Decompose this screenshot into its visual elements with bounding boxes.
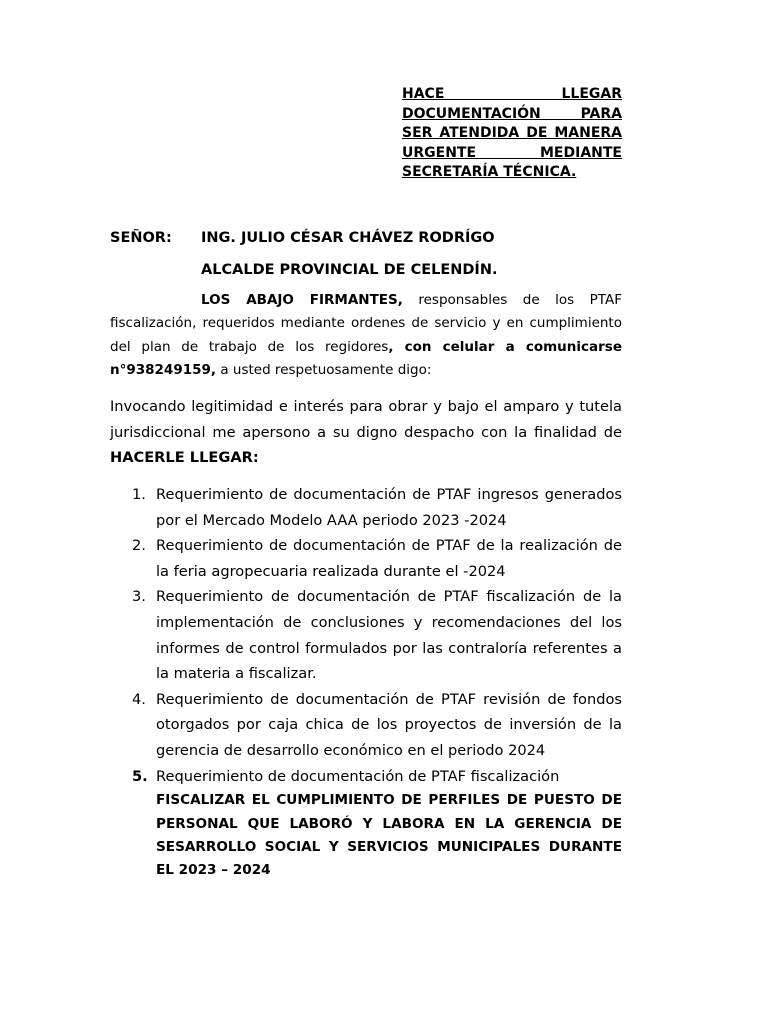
list-item-number: 4. [132, 690, 146, 708]
intro-text: responsables de los PTAF fiscalización, requeridos mediante ordenes de servicio y en cumplimiento del plan de trabajo de los regidores [110, 292, 622, 355]
list-item [110, 687, 622, 764]
list-item-number: 3. [132, 588, 146, 606]
intro-phone: , con celular a comunicarse n°938249159, [110, 338, 622, 379]
purpose-paragraph [110, 394, 622, 471]
list-item-text: Requerimiento de documentación de PTAF revisión de fondos otorgados por caja chica de los proyectos de inversión de la gerencia de desarrollo económico en el periodo 2024 [156, 690, 622, 759]
addressee-position: ALCALDE PROVINCIAL DE CELENDÍN. [201, 262, 498, 278]
list-item-text: Requerimiento de documentación de PTAF fiscalización [156, 767, 560, 785]
list-item-text: Requerimiento de documentación de PTAF de la realización de la feria agropecuaria realizada durante el -2024 [156, 537, 622, 580]
addressee-name: ING. JULIO CÉSAR CHÁVEZ RODRÍGO [201, 230, 495, 246]
intro-paragraph [110, 289, 622, 383]
addressee-label: SEÑOR: [110, 230, 172, 246]
list-item-number: 2. [132, 537, 146, 555]
list-item [110, 482, 622, 533]
requests-list [110, 482, 622, 883]
list-item [110, 764, 622, 883]
list-item-bold-text: FISCALIZAR EL CUMPLIMIENTO DE PERFILES DE PUESTO DE PERSONAL QUE LABORÓ Y LABORA EN LA GERENCIA DE SESARROLLO SOCIAL Y SERVICIOS MUNICIPALES DURANTE EL 2023 – 2024 [156, 792, 622, 879]
list-item-number: 1. [132, 486, 146, 503]
list-item-text: Requerimiento de documentación de PTAF fiscalización de la implementación de conclusiones y recomendaciones del los informes de control formulados por las contraloría referentes a la materia a fiscalizar. [156, 588, 622, 683]
list-item [110, 584, 622, 686]
sumilla-heading: HACE LLEGAR DOCUMENTACIÓN PARA SER ATENDIDA DE MANERA URGENTE MEDIANTE SECRETARÍA TÉCNICA. [402, 86, 622, 181]
intro-signers: LOS ABAJO FIRMANTES, [201, 292, 403, 308]
intro-closing: a usted respetuosamente digo: [216, 362, 432, 379]
purpose-bold: HACERLE LLEGAR: [110, 449, 259, 466]
purpose-text: Invocando legitimidad e interés para obrar y bajo el amparo y tutela jurisdiccional me apersono a su digno despacho con la finalidad de [110, 398, 622, 441]
list-item-text: Requerimiento de documentación de PTAF ingresos generados por el Mercado Modelo AAA periodo 2023 -2024 [156, 486, 622, 529]
list-item [110, 533, 622, 584]
list-item-number: 5. [132, 767, 148, 785]
